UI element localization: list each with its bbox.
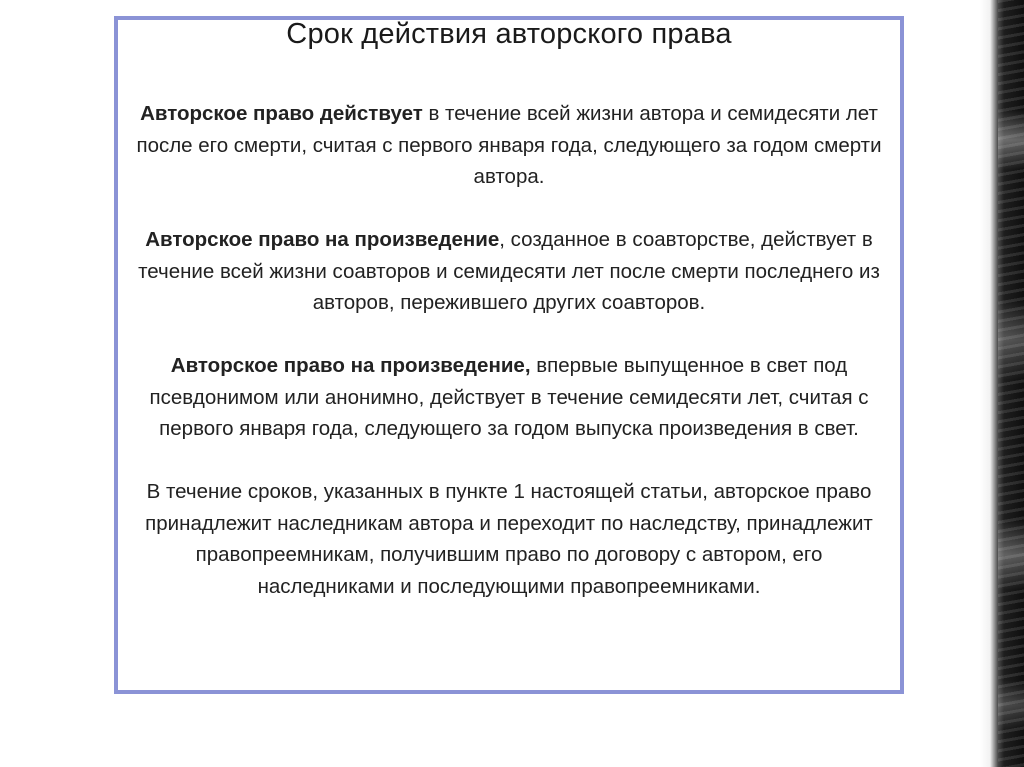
paragraph-coauthorship [129,224,889,319]
decorative-side-strip [980,0,1024,767]
strip-highlight [998,520,1024,590]
paragraph-lead: Авторское право действует [140,102,423,125]
paragraph-copyright-duration [129,98,889,193]
strip-highlight [998,110,1024,170]
paragraph-body: впервые выпущенное в свет под псевдонимом или анонимно, действует в течение семидесяти лет, считая с первого января года, следующего за годом выпуска произведения в свет. [149,354,869,440]
paragraph-lead: Авторское право на произведение, [170,354,531,377]
strip-highlight [998,680,1024,730]
slide-content [118,20,900,602]
paragraph-body: , созданное в соавторстве, действует в течение всей жизни соавторов и семидесяти лет после смерти последнего из авторов, пережившего других соавторов. [138,228,880,314]
paragraph-pseudonym [129,350,889,445]
paragraph-inheritance: В течение сроков, указанных в пункте 1 настоящей статьи, авторское право принадлежит наследникам автора и переходит по наследству, принадлежит правопреемникам, получившим право по договору с автором, его наследниками и последующими правопреемниками. [145,480,873,598]
strip-highlight [998,300,1024,380]
slide-frame [114,16,904,694]
paragraph-lead: Авторское право на произведение [145,228,500,251]
paragraph-body: в течение всей жизни автора и семидесяти лет после его смерти, считая с первого января года, следующего за годом смерти автора. [136,102,882,188]
slide-title: Срок действия авторского права [286,18,732,50]
